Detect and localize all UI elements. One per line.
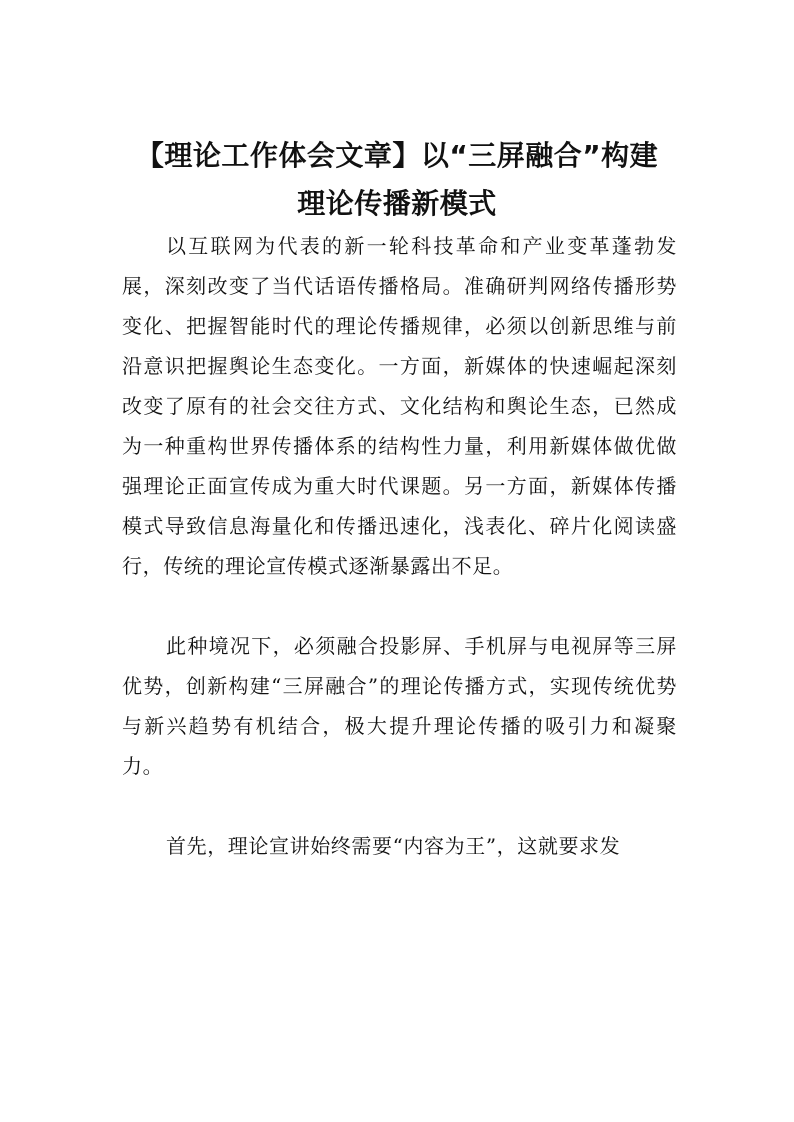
title-line-2: 理论传播新模式: [297, 187, 497, 220]
document-title: [60, 132, 734, 228]
title-line-1: 【理论工作体会文章】以“三屏融合”构建: [135, 139, 659, 172]
document-body: [122, 226, 677, 866]
paragraph-first-point: 首先，理论宣讲始终需要“内容为王”，这就要求发: [166, 834, 621, 858]
paragraph-three-screen: 此种境况下，必须融合投影屏、手机屏与电视屏等三屏优势，创新构建“三屏融合”的理论传播方式，实现传统优势与新兴趋势有机结合，极大提升理论传播的吸引力和凝聚力。: [122, 634, 677, 778]
paragraph-intro: 以互联网为代表的新一轮科技革命和产业变革蓬勃发展，深刻改变了当代话语传播格局。准确研判网络传播形势变化、把握智能时代的理论传播规律，必须以创新思维与前沿意识把握舆论生态变化。一方面，新媒体的快速崛起深刻改变了原有的社会交往方式、文化结构和舆论生态，已然成为一种重构世界传播体系的结构性力量，利用新媒体做优做强理论正面宣传成为重大时代课题。另一方面，新媒体传播模式导致信息海量化和传播迅速化，浅表化、碎片化阅读盛行，传统的理论宣传模式逐渐暴露出不足。: [122, 234, 677, 578]
